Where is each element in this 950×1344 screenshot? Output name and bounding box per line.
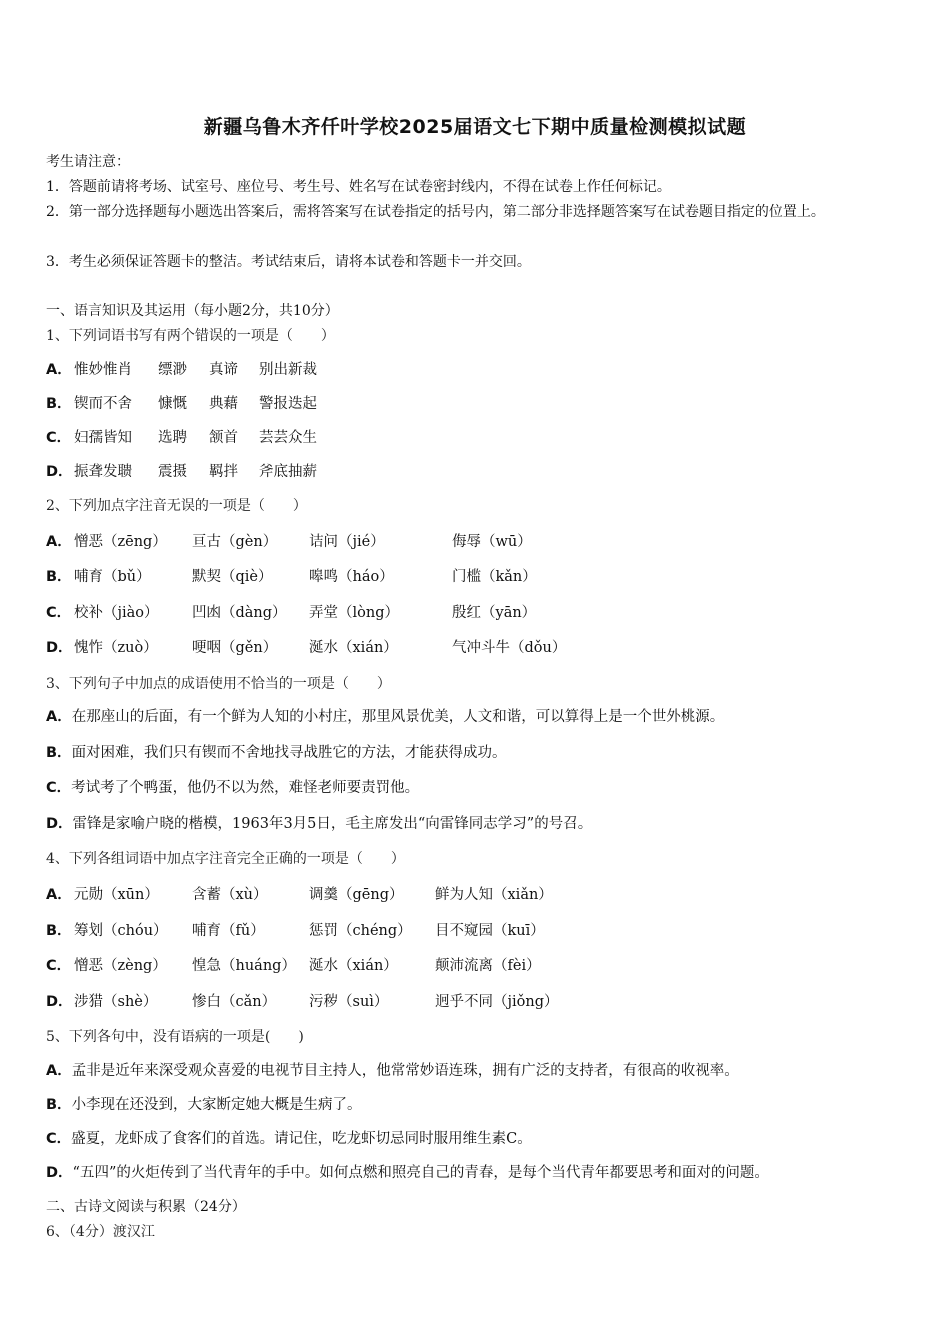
option-item: 目不窥园（kuī） <box>435 923 545 939</box>
option-label: D． <box>46 994 73 1010</box>
option-item: 涎水（xián） <box>309 640 398 656</box>
section-2-heading: 二、古诗文阅读与积累（24分） <box>46 1199 246 1215</box>
option-item: 震摄 <box>158 464 187 480</box>
option-label: A． <box>46 362 72 378</box>
option-label: C． <box>46 958 72 974</box>
option-label: B． <box>46 1097 72 1113</box>
option-item: 惩罚（chéng） <box>309 923 412 939</box>
option-label: A． <box>46 887 72 903</box>
option-label: B． <box>46 923 72 939</box>
option-item: 污秽（suì） <box>309 994 389 1010</box>
option-label: D． <box>46 816 73 832</box>
q5-stem: 5、下列各句中，没有语病的一项是( ) <box>46 1029 304 1045</box>
q3-stem: 3、下列句子中加点的成语使用不恰当的一项是（ ） <box>46 676 391 692</box>
option-item: 羁拌 <box>209 464 238 480</box>
option-item: 真谛 <box>209 362 238 378</box>
option-item: 侮辱（wū） <box>452 534 532 550</box>
option-item: 亘古（gèn） <box>192 534 278 550</box>
option-item: 元勋（xūn） <box>74 887 159 903</box>
option-item: 弄堂（lòng） <box>309 605 399 621</box>
notice-heading: 考生请注意： <box>46 154 130 170</box>
option-label: B． <box>46 745 72 761</box>
option-item: 慷慨 <box>158 396 187 412</box>
option-item: 哺育（fǔ） <box>192 923 265 939</box>
option-item: 迥乎不同（jiǒng） <box>435 994 559 1010</box>
option-label: D． <box>46 1165 73 1181</box>
option-item: 校补（jiào） <box>74 605 159 621</box>
option-item: 凹凼（dàng） <box>192 605 287 621</box>
option-label: B． <box>46 396 72 412</box>
option-label: C． <box>46 430 72 446</box>
section-1-heading: 一、语言知识及其运用（每小题2分，共10分） <box>46 303 339 319</box>
option-item: 振聋发聩 <box>74 464 132 480</box>
option-item: 涎水（xián） <box>309 958 398 974</box>
option-item: 哽咽（gěn） <box>192 640 278 656</box>
q4-stem: 4、下列各组词语中加点字注音完全正确的一项是（ ） <box>46 851 405 867</box>
option-item: 惶急（huáng） <box>192 958 296 974</box>
option-item: 妇孺皆知 <box>74 430 132 446</box>
option-label: D． <box>46 464 73 480</box>
option-item: 憎恶（zèng） <box>74 958 167 974</box>
option-item: 颔首 <box>209 430 238 446</box>
option-item: 憎恶（zēng） <box>74 534 167 550</box>
option-item: 惨白（cǎn） <box>192 994 277 1010</box>
option-item: 默契（qiè） <box>192 569 273 585</box>
option-item: 惟妙惟肖 <box>74 362 132 378</box>
option-label: B． <box>46 569 72 585</box>
option-item: 门槛（kǎn） <box>452 569 537 585</box>
option-text: 雷锋是家喻户晓的楷模，1963年3月5日，毛主席发出“向雷锋同志学习”的号召。 <box>72 816 593 832</box>
option-item: 斧底抽薪 <box>259 464 317 480</box>
notice-item-2: 2．第一部分选择题每小题选出答案后，需将答案写在试卷指定的括号内，第二部分非选择题答案写在试卷题目指定的位置上。 <box>46 204 825 220</box>
option-item: 芸芸众生 <box>259 430 317 446</box>
option-item: 颠沛流离（fèi） <box>435 958 541 974</box>
option-item: 含蓄（xù） <box>192 887 268 903</box>
option-item: 锲而不舍 <box>74 396 132 412</box>
notice-item-3: 3．考生必须保证答题卡的整洁。考试结束后，请将本试卷和答题卡一并交回。 <box>46 254 531 270</box>
option-text: 在那座山的后面，有一个鲜为人知的小村庄，那里风景优美，人文和谐，可以算得上是一个世外桃源。 <box>71 709 725 725</box>
option-item: 别出新裁 <box>259 362 317 378</box>
option-item: 诘问（jié） <box>309 534 385 550</box>
option-label: D． <box>46 640 73 656</box>
option-label: C． <box>46 605 72 621</box>
option-item: 哺育（bǔ） <box>74 569 151 585</box>
option-item: 选聘 <box>158 430 187 446</box>
option-label: C． <box>46 780 72 796</box>
option-item: 典藉 <box>209 396 238 412</box>
option-text: 面对困难，我们只有锲而不舍地找寻战胜它的方法，才能获得成功。 <box>71 745 507 761</box>
option-label: A． <box>46 709 72 725</box>
option-item: 筹划（chóu） <box>74 923 168 939</box>
option-item: 鲜为人知（xiǎn） <box>435 887 553 903</box>
option-item: 涉猎（shè） <box>74 994 158 1010</box>
option-item: 气冲斗牛（dǒu） <box>452 640 567 656</box>
q2-stem: 2、下列加点字注音无误的一项是（ ） <box>46 498 307 514</box>
option-text: 孟非是近年来深受观众喜爱的电视节目主持人，他常常妙语连珠，拥有广泛的支持者，有很高的收视率。 <box>71 1063 739 1079</box>
q1-stem: 1、下列词语书写有两个错误的一项是（ ） <box>46 328 335 344</box>
option-text: 考试考了个鸭蛋，他仍不以为然，难怪老师要责罚他。 <box>71 780 420 796</box>
page-title: 新疆乌鲁木齐仟叶学校2025届语文七下期中质量检测模拟试题 <box>203 116 747 138</box>
option-text: “五四”的火炬传到了当代青年的手中。如何点燃和照亮自己的青春，是每个当代青年都要思考和面对的问题。 <box>72 1165 769 1181</box>
q6-stem: 6、（4分）渡汉江 <box>46 1224 155 1240</box>
option-label: A． <box>46 534 72 550</box>
option-item: 愧怍（zuò） <box>74 640 158 656</box>
option-label: C． <box>46 1131 72 1147</box>
option-text: 小李现在还没到，大家断定她大概是生病了。 <box>71 1097 362 1113</box>
option-item: 殷红（yān） <box>452 605 537 621</box>
option-item: 警报迭起 <box>259 396 317 412</box>
option-label: A． <box>46 1063 72 1079</box>
option-item: 嗥鸣（háo） <box>309 569 394 585</box>
option-text: 盛夏，龙虾成了食客们的首选。请记住，吃龙虾切忌同时服用维生素C。 <box>71 1131 532 1147</box>
option-item: 缥渺 <box>158 362 187 378</box>
option-item: 调羹（gēng） <box>309 887 404 903</box>
notice-item-1: 1．答题前请将考场、试室号、座位号、考生号、姓名写在试卷密封线内，不得在试卷上作任何标记。 <box>46 179 671 195</box>
